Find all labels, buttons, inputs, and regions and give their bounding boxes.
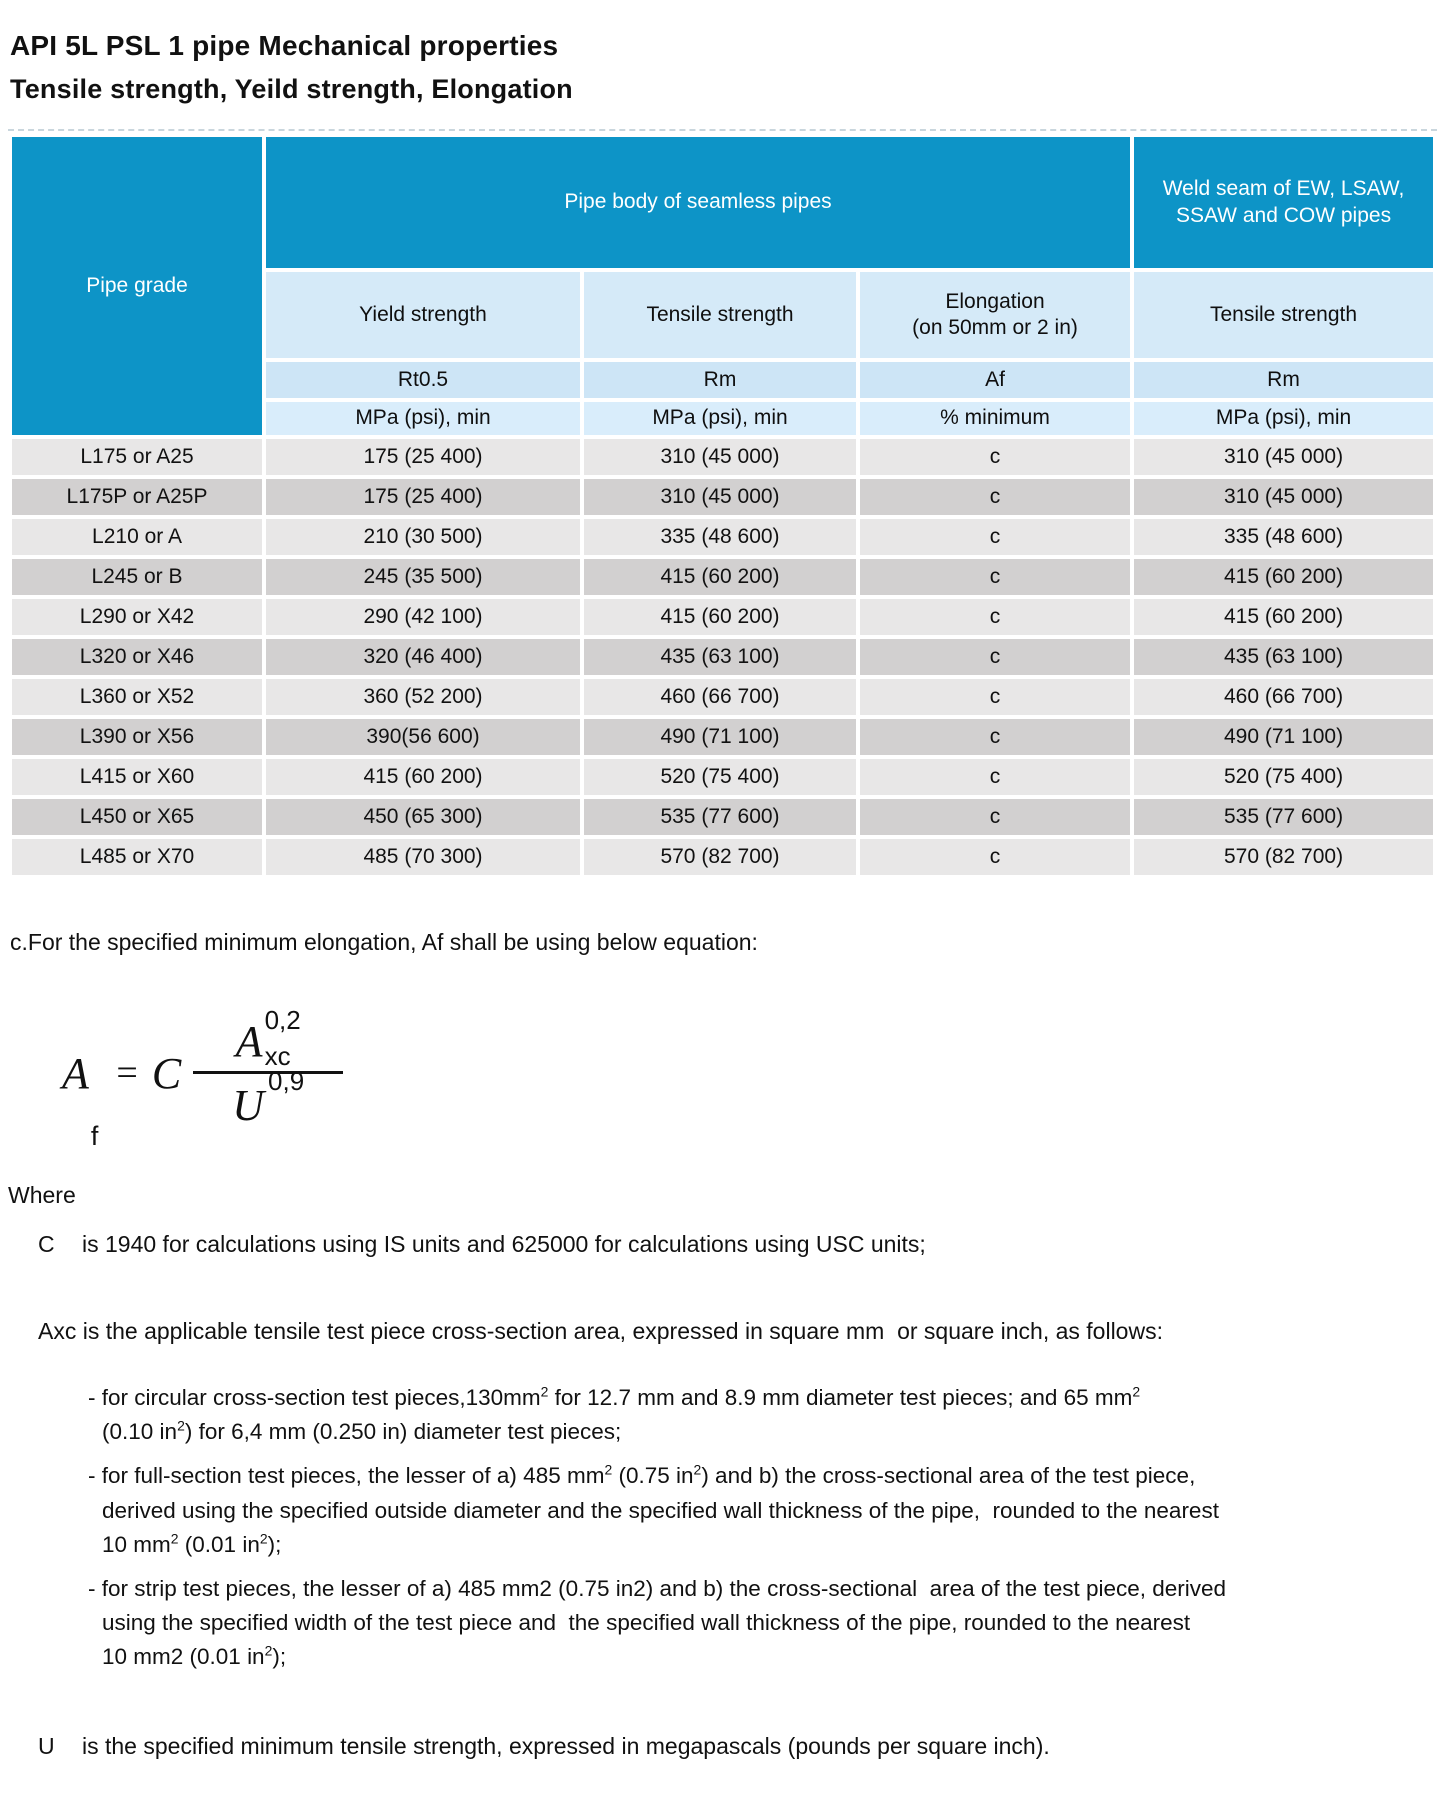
cell-yield: 290 (42 100) [266,599,580,635]
cell-grade: L210 or A [12,519,262,555]
cell-tensile: 310 (45 000) [584,439,856,475]
superscript: 2 [170,1530,179,1547]
cell-weld-tensile: 310 (45 000) [1134,479,1433,515]
table-row [12,759,1433,795]
unit-elongation: % minimum [860,402,1130,435]
table-row [12,719,1433,755]
bullet-text: derived using the specified outside diameter and the specified wall thickness of the pipe, rounded to the nearest [102,1497,1219,1523]
cell-tensile: 310 (45 000) [584,479,856,515]
cell-grade: L485 or X70 [12,839,262,875]
equation-numerator-scripts [264,1005,301,1071]
cell-grade: L175P or A25P [12,479,262,515]
header-elongation-line2: (on 50mm or 2 in) [912,316,1078,339]
cell-yield: 450 (65 300) [266,799,580,835]
cell-grade: L290 or X42 [12,599,262,635]
superscript: 2 [540,1383,549,1400]
definition-u-term: U [38,1732,55,1759]
equation-lhs-base: A [62,1048,89,1098]
table-row [12,679,1433,715]
cell-yield: 175 (25 400) [266,479,580,515]
cell-grade: L320 or X46 [12,639,262,675]
cell-elongation: c [860,559,1130,595]
equation-lhs-subscript: f [90,1121,99,1151]
superscript: 2 [1132,1383,1141,1400]
definition-c-term: C [38,1231,55,1257]
cell-elongation: c [860,679,1130,715]
bullet-text: - for strip test pieces, the lesser of a) 485 mm2 (0.75 in2) and b) the cross-sectional area of the test piece, derived [88,1575,1227,1601]
bullet-text: for 12.7 mm and 8.9 mm diameter test pieces; and 65 mm [548,1385,1133,1410]
cell-elongation: c [860,479,1130,515]
equation-numerator-superscript: 0,2 [264,1005,301,1035]
bullet-text: ); [267,1531,282,1557]
cell-weld-tensile: 520 (75 400) [1134,759,1433,795]
table-row [12,559,1433,595]
equation-numerator [230,1005,307,1071]
elongation-equation [62,998,1443,1151]
definition-axc: Axc is the applicable tensile test piece cross-section area, expressed in square mm or square inch, as follows: [38,1318,1163,1344]
cell-tensile: 535 (77 600) [584,799,856,835]
axc-bullet-list [88,1381,1443,1675]
unit-tensile: MPa (psi), min [584,402,856,435]
superscript: 2 [264,1642,273,1659]
cell-grade: L415 or X60 [12,759,262,795]
bullet-text: ) for 6,4 mm (0.250 in) diameter test pieces; [184,1419,622,1445]
bullet-text: ) and b) the cross-sectional area of the test piece, [701,1463,1196,1489]
header-elongation-line1: Elongation [945,289,1045,313]
bullet-line [88,1576,1226,1601]
document-page [0,30,1443,1810]
bullet-text: (0.01 in [178,1531,260,1557]
table-row [12,839,1433,875]
mechanical-properties-table [8,133,1437,879]
header-elongation [860,272,1130,358]
header-group-weld-seam: Weld seam of EW, LSAW, SSAW and COW pipes [1134,137,1433,268]
bullet-text: 10 mm [102,1531,171,1557]
cell-elongation: c [860,719,1130,755]
table-row [12,479,1433,515]
mechanical-properties-table-wrapper [8,129,1437,879]
cell-elongation: c [860,519,1130,555]
cell-grade: L175 or A25 [12,439,262,475]
cell-elongation: c [860,839,1130,875]
header-group-pipe-body: Pipe body of seamless pipes [266,137,1130,268]
equation-equals-sign: = [116,1052,138,1094]
bullet-strip-test-pieces [88,1572,1443,1675]
bullet-text: ); [272,1644,287,1670]
definition-u [38,1733,1443,1760]
bullet-text: - for full-section test pieces, the lesser of a) 485 mm [88,1463,605,1489]
cell-tensile: 335 (48 600) [584,519,856,555]
cell-grade: L450 or X65 [12,799,262,835]
where-label: Where [8,1182,76,1208]
bullet-line [88,1606,1443,1640]
cell-tensile: 520 (75 400) [584,759,856,795]
cell-tensile: 570 (82 700) [584,839,856,875]
cell-grade: L390 or X56 [12,719,262,755]
table-row [12,519,1433,555]
header-yield-strength: Yield strength [266,272,580,358]
cell-weld-tensile: 460 (66 700) [1134,679,1433,715]
cell-yield: 245 (35 500) [266,559,580,595]
cell-elongation: c [860,639,1130,675]
bullet-line [88,1528,1443,1562]
equation-numerator-subscript: xc [264,1041,291,1071]
cell-grade: L245 or B [12,559,262,595]
definition-c-text: is 1940 for calculations using IS units and 625000 for calculations using USC units; [82,1231,926,1257]
bullet-line [88,1494,1443,1528]
cell-weld-tensile: 490 (71 100) [1134,719,1433,755]
symbol-tensile: Rm [584,362,856,398]
header-weld-tensile-strength: Tensile strength [1134,272,1433,358]
cell-weld-tensile: 310 (45 000) [1134,439,1433,475]
bullet-full-section-test-pieces [88,1459,1443,1562]
cell-elongation: c [860,439,1130,475]
cell-weld-tensile: 415 (60 200) [1134,599,1433,635]
cell-tensile: 435 (63 100) [584,639,856,675]
bullet-text: (0.75 in [612,1463,694,1489]
cell-weld-tensile: 435 (63 100) [1134,639,1433,675]
cell-weld-tensile: 335 (48 600) [1134,519,1433,555]
definition-c [38,1231,1443,1258]
cell-elongation: c [860,599,1130,635]
cell-yield: 360 (52 200) [266,679,580,715]
page-subtitle: Tensile strength, Yeild strength, Elongation [10,74,573,104]
equation-denominator-superscript: 0,9 [268,1066,305,1096]
bullet-line [88,1463,1195,1488]
bullet-circular-test-pieces [88,1381,1443,1449]
cell-weld-tensile: 535 (77 600) [1134,799,1433,835]
table-row [12,639,1433,675]
symbol-elongation: Af [860,362,1130,398]
bullet-line [88,1415,1443,1449]
header-tensile-strength: Tensile strength [584,272,856,358]
bullet-text: (0.10 in [102,1419,178,1445]
cell-yield: 210 (30 500) [266,519,580,555]
equation-denominator-base: U [232,1081,265,1130]
bullet-text: - for circular cross-section test pieces,130mm [88,1385,541,1410]
bullet-text: 10 mm2 (0.01 in [102,1644,265,1670]
table-row [12,599,1433,635]
unit-weld-tensile: MPa (psi), min [1134,402,1433,435]
equation-coefficient: C [151,1048,182,1098]
table-row [12,799,1433,835]
cell-tensile: 415 (60 200) [584,559,856,595]
symbol-weld-tensile: Rm [1134,362,1433,398]
footnote-c: c.For the specified minimum elongation, Af shall be using below equation: [10,929,758,955]
page-title: API 5L PSL 1 pipe Mechanical properties [10,30,559,61]
cell-yield: 415 (60 200) [266,759,580,795]
equation-numerator-base: A [235,1017,263,1066]
cell-yield: 175 (25 400) [266,439,580,475]
cell-elongation: c [860,799,1130,835]
bullet-text: using the specified width of the test piece and the specified wall thickness of the pipe, rounded to the nearest [102,1610,1191,1636]
cell-yield: 485 (70 300) [266,839,580,875]
cell-tensile: 490 (71 100) [584,719,856,755]
cell-weld-tensile: 570 (82 700) [1134,839,1433,875]
cell-weld-tensile: 415 (60 200) [1134,559,1433,595]
definition-u-text: is the specified minimum tensile strength, expressed in megapascals (pounds per square inch). [82,1732,1050,1759]
cell-yield: 390(56 600) [266,719,580,755]
table-row [12,439,1433,475]
superscript: 2 [693,1461,702,1478]
cell-yield: 320 (46 400) [266,639,580,675]
bullet-line [88,1385,1140,1410]
equation-fraction [193,1005,343,1131]
bullet-line [88,1640,1443,1674]
header-pipe-grade: Pipe grade [12,137,262,435]
cell-tensile: 460 (66 700) [584,679,856,715]
symbol-yield: Rt0.5 [266,362,580,398]
superscript: 2 [177,1417,185,1434]
cell-tensile: 415 (60 200) [584,599,856,635]
equation-denominator [226,1066,310,1131]
unit-yield: MPa (psi), min [266,402,580,435]
superscript: 2 [604,1461,613,1478]
cell-grade: L360 or X52 [12,679,262,715]
cell-elongation: c [860,759,1130,795]
superscript: 2 [259,1530,268,1547]
